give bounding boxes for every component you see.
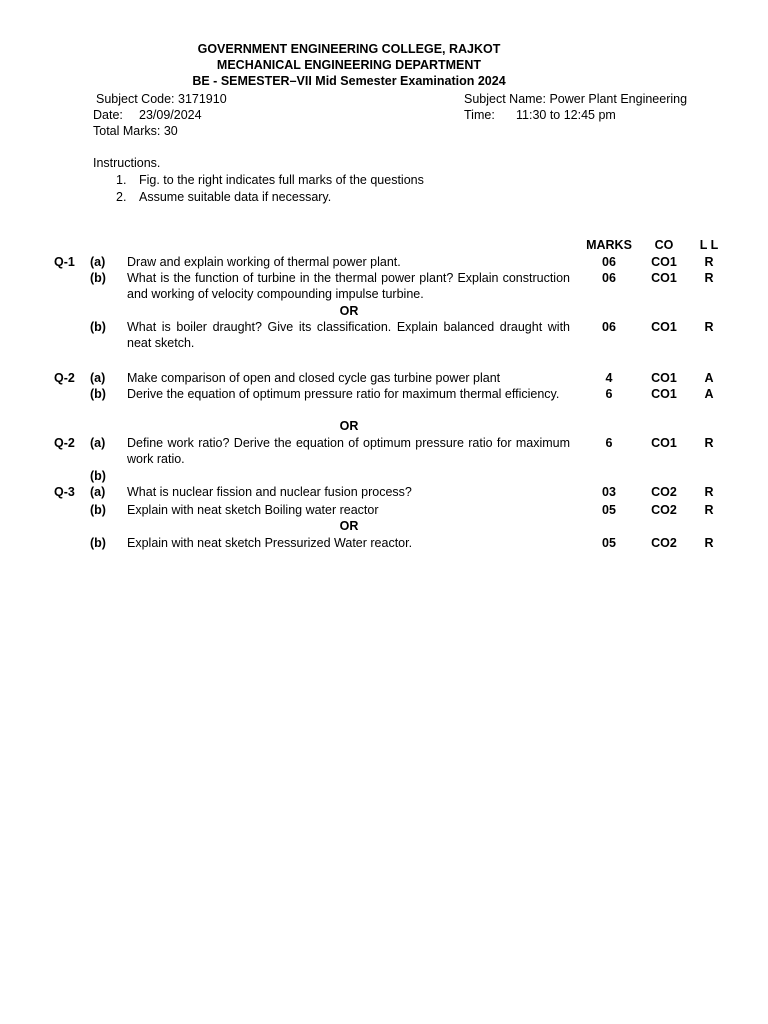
question-co: CO1 <box>651 436 677 450</box>
question-ll: R <box>704 536 714 550</box>
question-ll: R <box>704 320 714 334</box>
question-text: What is boiler draught? Give its classification. Explain balanced draught with neat sketch. <box>127 320 570 350</box>
instruction-text: Assume suitable data if necessary. <box>139 190 332 204</box>
sub-question-label: (a) <box>90 371 106 385</box>
subject-code: Subject Code: 3171910 <box>96 92 227 106</box>
question-marks: 06 <box>602 320 616 334</box>
question-number: Q-2 <box>54 436 75 450</box>
or-separator: OR <box>339 304 359 318</box>
sub-question-label: (a) <box>90 436 106 450</box>
question-ll: A <box>704 371 714 385</box>
question-text: Draw and explain working of thermal power plant. <box>127 255 401 269</box>
question-marks: 03 <box>602 485 616 499</box>
question-marks: 05 <box>602 503 616 517</box>
question-ll: A <box>704 387 714 401</box>
question-text: What is nuclear fission and nuclear fusion process? <box>127 485 412 499</box>
sub-question-label: (b) <box>90 320 106 334</box>
question-co: CO1 <box>651 320 677 334</box>
question-ll: R <box>704 271 714 285</box>
question-marks: 06 <box>602 271 616 285</box>
sub-question-label: (b) <box>90 271 106 285</box>
question-marks: 05 <box>602 536 616 550</box>
question-marks: 6 <box>605 387 613 401</box>
time-label: Time: <box>464 108 495 122</box>
department-title: MECHANICAL ENGINEERING DEPARTMENT <box>216 58 482 72</box>
date-label: Date: <box>93 108 123 122</box>
question-number: Q-1 <box>54 255 75 269</box>
question-co: CO1 <box>651 371 677 385</box>
sub-question-label: (a) <box>90 485 106 499</box>
date-value: 23/09/2024 <box>139 108 202 122</box>
subject-name: Subject Name: Power Plant Engineering <box>464 92 688 106</box>
exam-title: BE - SEMESTER–VII Mid Semester Examination 2024 <box>192 74 506 88</box>
question-text: Explain with neat sketch Pressurized Water reactor. <box>127 536 413 550</box>
question-marks: 6 <box>605 436 613 450</box>
question-co: CO1 <box>651 271 677 285</box>
instructions-title: Instructions. <box>93 156 161 170</box>
question-marks: 4 <box>605 371 613 385</box>
question-text: Derive the equation of optimum pressure ratio for maximum thermal efficiency. <box>127 387 560 401</box>
sub-question-label: (b) <box>90 503 106 517</box>
total-marks: Total Marks: 30 <box>93 124 178 138</box>
question-marks: 06 <box>602 255 616 269</box>
question-co: CO1 <box>651 387 677 401</box>
question-ll: R <box>704 255 714 269</box>
sub-question-label: (a) <box>90 255 106 269</box>
or-separator: OR <box>339 419 359 433</box>
instruction-text: Fig. to the right indicates full marks of the questions <box>139 173 424 187</box>
question-co: CO2 <box>651 485 677 499</box>
college-title: GOVERNMENT ENGINEERING COLLEGE, RAJKOT <box>197 42 501 56</box>
question-text: Explain with neat sketch Boiling water reactor <box>127 503 379 517</box>
question-number: Q-3 <box>54 485 75 499</box>
question-co: CO2 <box>651 536 677 550</box>
or-separator: OR <box>339 519 359 533</box>
ll-column-header: L L <box>699 238 719 252</box>
co-column-header: CO <box>654 238 674 252</box>
question-ll: R <box>704 436 714 450</box>
sub-question-label: (b) <box>90 469 106 483</box>
time-value: 11:30 to 12:45 pm <box>516 108 616 122</box>
question-ll: R <box>704 485 714 499</box>
sub-question-label: (b) <box>90 387 106 401</box>
question-text: Make comparison of open and closed cycle gas turbine power plant <box>127 371 501 385</box>
question-co: CO1 <box>651 255 677 269</box>
question-number: Q-2 <box>54 371 75 385</box>
marks-column-header: MARKS <box>586 238 632 252</box>
instruction-num: 2. <box>116 190 127 204</box>
question-ll: R <box>704 503 714 517</box>
sub-question-label: (b) <box>90 536 106 550</box>
question-text: Define work ratio? Derive the equation of optimum pressure ratio for maximum work ratio. <box>127 436 570 466</box>
question-co: CO2 <box>651 503 677 517</box>
question-text: What is the function of turbine in the thermal power plant? Explain construction and working of velocity compounding impulse turbine. <box>127 271 570 301</box>
instruction-num: 1. <box>116 173 127 187</box>
